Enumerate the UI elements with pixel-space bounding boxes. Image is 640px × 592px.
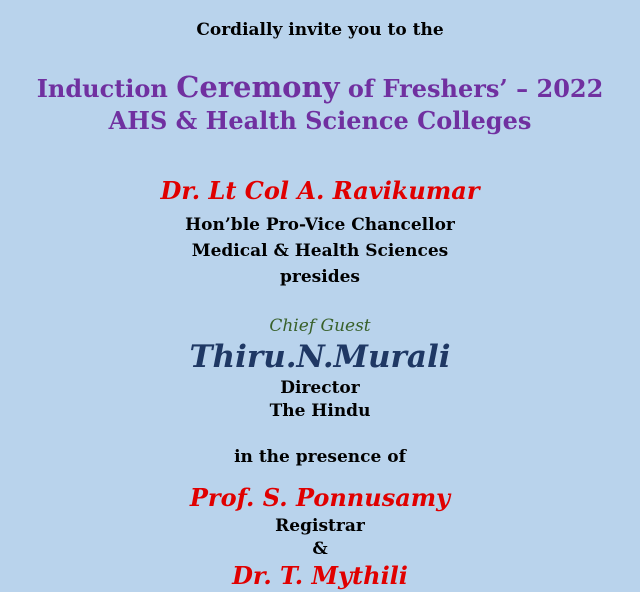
- event-title-part2: of Freshers’ – 2022: [339, 74, 604, 103]
- chief-guest-label: Chief Guest: [269, 316, 371, 336]
- chief-guest-designation-2: The Hindu: [269, 401, 371, 421]
- invite-intro: Cordially invite you to the: [196, 20, 444, 40]
- presence-intro: in the presence of: [234, 447, 406, 467]
- event-title-part1: Induction: [36, 74, 177, 103]
- guest-of-honour-1-designation: Registrar: [275, 516, 365, 536]
- guest-of-honour-1-name: Prof. S. Ponnusamy: [189, 483, 451, 512]
- chief-guest-designation-1: Director: [280, 378, 360, 398]
- event-title-emphasis: Ceremony: [176, 70, 340, 104]
- event-subtitle: AHS & Health Science Colleges: [108, 106, 532, 135]
- guest-of-honour-2-name: Dr. T. Mythili: [232, 561, 408, 590]
- presider-designation-1: Hon’ble Pro-Vice Chancellor: [185, 215, 455, 235]
- presider-designation-2: Medical & Health Sciences: [191, 241, 449, 261]
- ampersand: &: [312, 539, 328, 559]
- chief-guest-name: Thiru.N.Murali: [189, 339, 451, 375]
- event-title: [0, 70, 640, 106]
- presider-name: Dr. Lt Col A. Ravikumar: [160, 176, 480, 205]
- presider-role: presides: [280, 267, 360, 287]
